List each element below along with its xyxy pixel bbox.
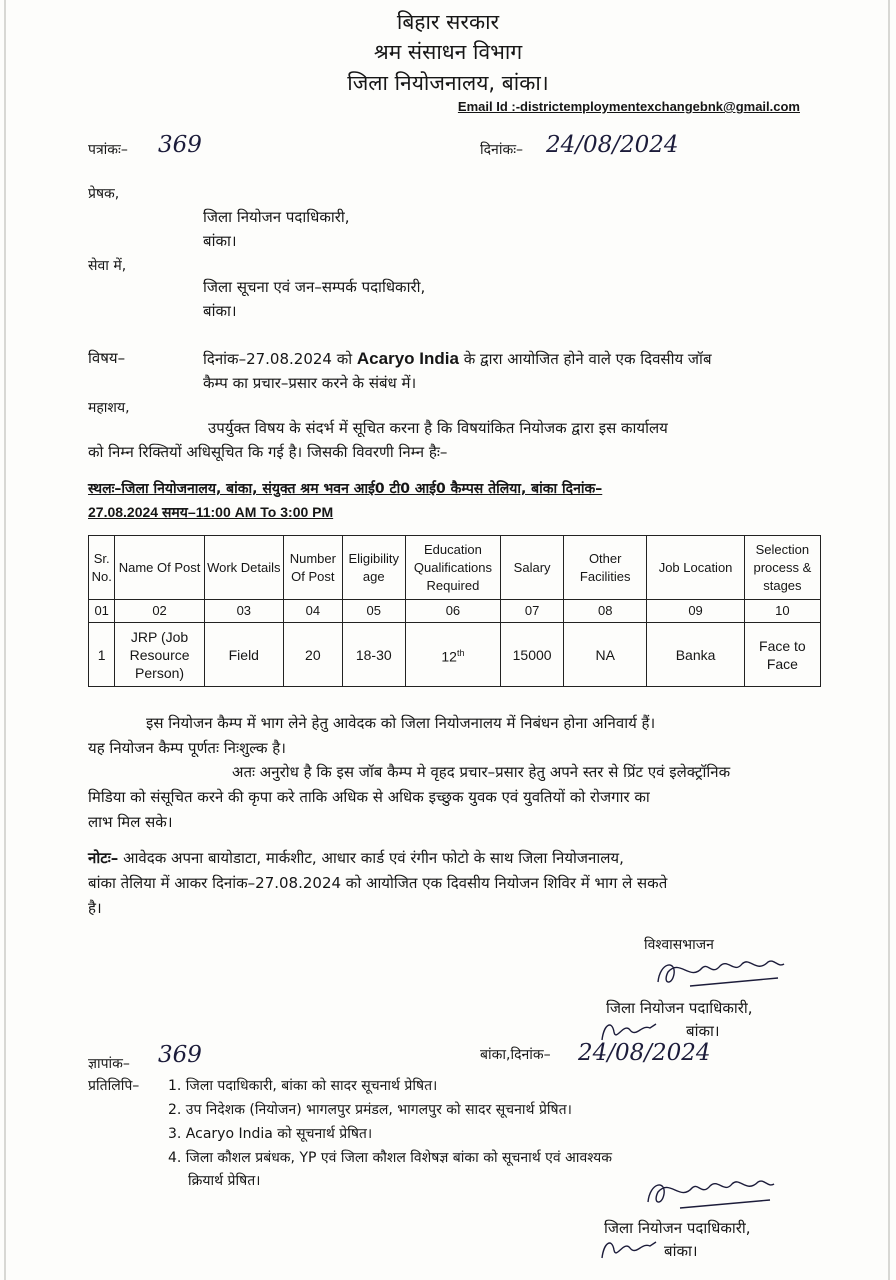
ref-label: पत्रांकः–	[88, 142, 128, 158]
cell-selection-process: Face to Face	[744, 623, 820, 687]
table-row	[89, 623, 821, 687]
col-number: 06	[405, 600, 500, 623]
sender-line2: बांका।	[203, 232, 237, 250]
cell-post-name: JRP (Job Resource Person)	[115, 623, 204, 687]
sender-label: प्रेषक,	[88, 186, 120, 202]
header-govt: बिहार सरकार	[396, 10, 500, 34]
cell-sr-no: 1	[89, 623, 115, 687]
vacancy-table	[88, 535, 821, 687]
col-number: 04	[283, 600, 342, 623]
memo-place-date: बांका,दिनांक–	[480, 1047, 551, 1063]
col-number: 07	[501, 600, 564, 623]
th-salary: Salary	[501, 536, 564, 600]
signature-1	[650, 952, 790, 996]
subject-company: Acaryo India	[356, 349, 459, 368]
th-job-location: Job Location	[647, 536, 744, 600]
sender-line1: जिला नियोजन पदाधिकारी,	[203, 208, 350, 226]
subject-label: विषय–	[88, 349, 126, 367]
scan-edge-left	[4, 0, 6, 1280]
copies-label: प्रतिलिपि–	[88, 1078, 140, 1094]
note-text1: आवेदक अपना बायोडाटा, मार्कशीट, आधार कार्ड एवं रंगीन फोटो के साथ जिला नियोजनालय,	[118, 849, 624, 867]
th-selection-process: Selection process & stages	[744, 536, 820, 600]
note-line3: है।	[88, 899, 102, 917]
ref-number: 369	[158, 132, 202, 158]
venue-line1: स्थलः–जिला नियोजनालय, बांका, संयुक्त श्रम भवन आई0 टी0 आई0 कैम्पस तेलिया, बांका दिनांक–	[88, 481, 603, 497]
header-office: जिला नियोजनालय, बांका।	[347, 71, 549, 95]
col-number: 01	[89, 600, 115, 623]
col-number: 02	[115, 600, 204, 623]
para1-line1: उपर्युक्त विषय के संदर्भ में सूचित करना है कि विषयांकित नियोजक द्वारा इस कार्यालय	[208, 419, 668, 437]
th-name-of-post: Name Of Post	[115, 536, 204, 600]
th-education: Education Qualifications Required	[405, 536, 500, 600]
th-eligibility-age: Eligibility age	[342, 536, 405, 600]
ref-date: 24/08/2024	[546, 132, 679, 158]
memo-date: 24/08/2024	[578, 1040, 711, 1066]
th-other-facilities: Other Facilities	[564, 536, 647, 600]
para2-line2: यह नियोजन कैम्प पूर्णतः निःशुल्क है।	[88, 739, 286, 757]
col-number: 10	[744, 600, 820, 623]
cell-work-details: Field	[204, 623, 283, 687]
closing: विश्वासभाजन	[644, 937, 714, 953]
salutation: महाशय,	[88, 400, 130, 416]
header-dept: श्रम संसाधन विभाग	[373, 40, 523, 64]
copy-item-4: 4. जिला कौशल प्रबंधक, YP एवं जिला कौशल विशेषज्ञ बांका को सूचनार्थ एवं आवश्यक	[168, 1150, 613, 1166]
recipient-label: सेवा में,	[88, 258, 127, 274]
signoff2-designation: जिला नियोजन पदाधिकारी,	[604, 1219, 751, 1237]
education-superscript: th	[456, 647, 465, 658]
venue-line2: 27.08.2024 समय–11:00 AM To 3:00 PM	[88, 504, 334, 520]
table-header-row	[89, 536, 821, 600]
th-sr-no: Sr. No.	[89, 536, 115, 600]
signoff-designation: जिला नियोजन पदाधिकारी,	[606, 999, 753, 1017]
para3-line2: मिडिया को संसूचित करने की कृपा करे ताकि अधिक से अधिक इच्छुक युवक एवं युवतियों को रोजगार का	[88, 788, 650, 806]
copy-item-2: 2. उप निदेशक (नियोजन) भागलपुर प्रमंडल, भागलपुर को सादर सूचनार्थ प्रेषित।	[168, 1102, 572, 1118]
subject-line2: कैम्प का प्रचार–प्रसार करने के संबंध में।	[203, 374, 417, 392]
copy-item-1: 1. जिला पदाधिकारी, बांका को सादर सूचनार्थ प्रेषित।	[168, 1078, 438, 1094]
col-number: 03	[204, 600, 283, 623]
copy-item-3: 3. Acaryo India को सूचनार्थ प्रेषित।	[168, 1126, 373, 1142]
para3-line3: लाभ मिल सके।	[88, 813, 173, 831]
header-email: Email Id :-districtemploymentexchangebnk@gmail.com	[457, 99, 800, 114]
table-number-row	[89, 600, 821, 623]
col-number: 09	[647, 600, 744, 623]
scan-edge-right	[888, 0, 890, 1280]
para2-line1: इस नियोजन कैम्प में भाग लेने हेतु आवेदक को जिला नियोजनालय में निबंधन होना अनिवार्य हैं।	[146, 714, 656, 732]
memo-number: 369	[158, 1042, 202, 1068]
initials-2	[596, 1234, 660, 1262]
cell-job-location: Banka	[647, 623, 744, 687]
th-work-details: Work Details	[204, 536, 283, 600]
note-label: नोटः–	[88, 849, 119, 867]
th-number-of-post: Number Of Post	[283, 536, 342, 600]
signoff2-place: बांका।	[664, 1242, 698, 1260]
signoff-place: बांका।	[686, 1022, 720, 1040]
subject-line1	[203, 347, 813, 371]
cell-other-facilities: NA	[564, 623, 647, 687]
note-line2: बांका तेलिया में आकर दिनांक–27.08.2024 को आयोजित एक दिवसीय नियोजन शिविर में भाग ले सकते	[88, 874, 668, 892]
date-label: दिनांकः–	[480, 142, 524, 158]
cell-eligibility-age: 18-30	[342, 623, 405, 687]
education-value: 12	[441, 648, 457, 665]
cell-number-of-post: 20	[283, 623, 342, 687]
subject-post: के द्वारा आयोजित होने वाले एक दिवसीय जॉब	[458, 350, 712, 368]
signature-2	[640, 1172, 780, 1216]
subject-pre: दिनांक–27.08.2024 को	[203, 350, 357, 368]
cell-salary: 15000	[501, 623, 564, 687]
para3-line1: अतः अनुरोध है कि इस जॉब कैम्प मे वृहद प्रचार–प्रसार हेतु अपने स्तर से प्रिंट एवं इलेक्ट्रॉनिक	[232, 763, 731, 781]
cell-education	[405, 623, 500, 687]
col-number: 08	[564, 600, 647, 623]
note-line1	[88, 847, 624, 870]
recipient-line1: जिला सूचना एवं जन–सम्पर्क पदाधिकारी,	[203, 278, 426, 296]
para1-line2: को निम्न रिक्तियों अधिसूचित कि गई है। जिसकी विवरणी निम्न हैः–	[88, 443, 448, 461]
recipient-line2: बांका।	[203, 302, 237, 320]
copy-item-4-cont: क्रियार्थ प्रेषित।	[188, 1173, 261, 1189]
col-number: 05	[342, 600, 405, 623]
memo-label: ज्ञापांक–	[88, 1056, 130, 1072]
